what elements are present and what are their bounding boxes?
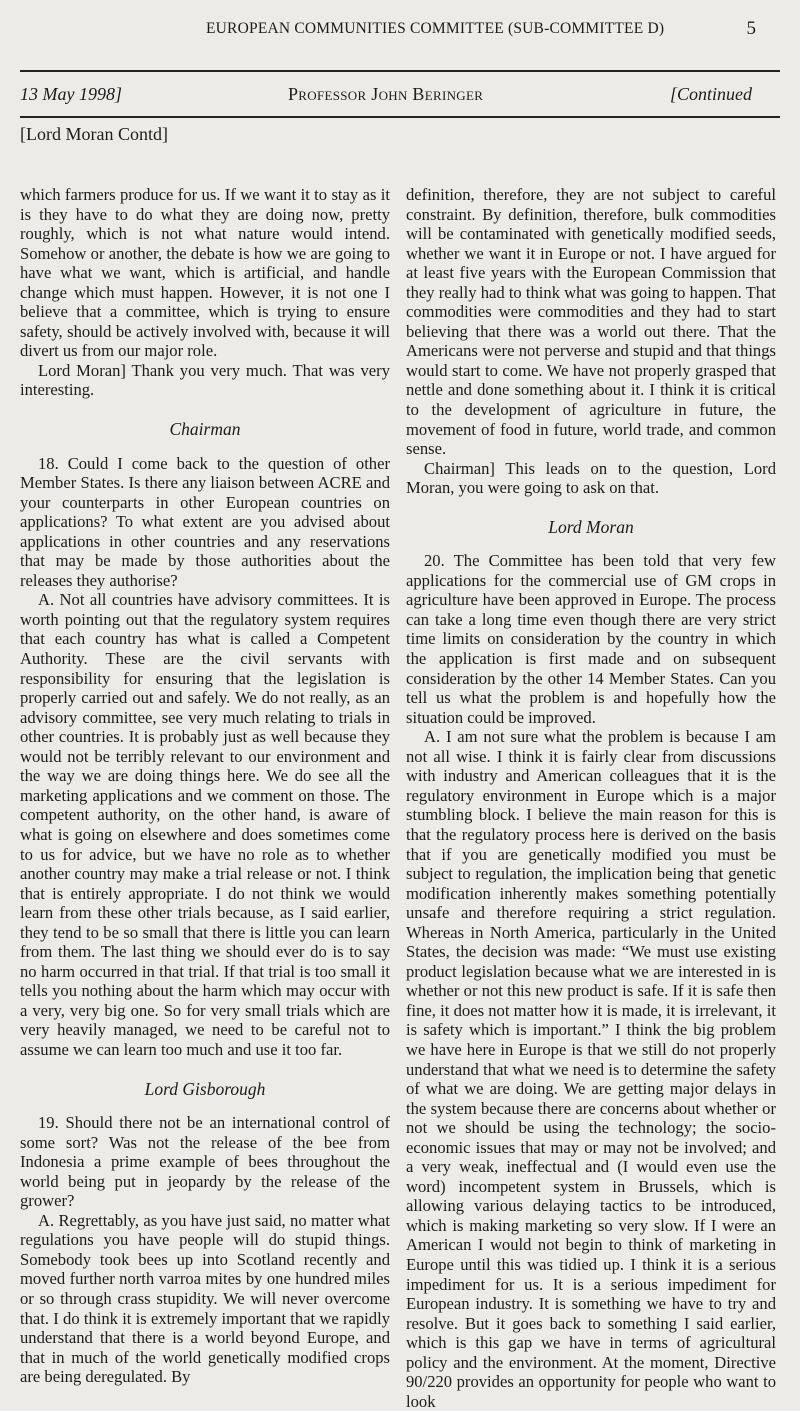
question-19: 19. Should there not be an international control of some sort? Was not the release of the bee from Indonesia a prime example of bees throughout the world being put in jeopardy by the release of the grower? [20, 1113, 390, 1211]
running-header [20, 84, 780, 108]
paragraph: definition, therefore, they are not subject to careful constraint. By definition, therefore, bulk commodities will be contaminated with genetically modified seeds, whether we want it in Europe or not. I have argued for at least five years with the European Commission that they really had to think what was going to happen. That commodities were commodities and they had to start believing that there was a world out there. That the Americans were not perverse and stupid and that things would start to come. We have not properly grasped that nettle and done something about it. I think it is critical to the development of agriculture in future, the movement of food in future, world trade, and common sense. [406, 185, 776, 459]
continued-label: [Continued [669, 84, 752, 104]
session-date: 13 May 1998] [20, 84, 122, 104]
speaker-heading: Lord Moran [548, 516, 634, 537]
answer-20: A. I am not sure what the problem is because I am not all wise. I think it is fairly clear from discussions with industry and American colleagues that it is the regulatory environment in Europe which is a major stumbling block. I believe the main reason for this is that the regulatory process here is derived on the basis that if you are genetically modified you must be subject to regulation, the implication being that genetic modification inherently makes something potentially unsafe and therefore requiring a strict regulation. Whereas in North America, particularly in the United States, the decision was made: “We must use existing product legislation because what we are interested in is whether or not this new product is safe. If it is safe then fine, it does not matter how it is made, it is irrelevant, it is safety which is important.” I think the big problem we have here in Europe is that we still do not properly understand that what we need is to determine the safety of what we are doing. We are getting major delays in the system because there are concerns about whether or not we should be using the technology; the socio-economic issues that may or may not be involved; and a very weak, ineffectual and (I would even use the word) incompetent system in Brussels, which is allowing various delaying tactics to be introduced, which is making marketing so very slow. If I were an American I would not begin to think of marketing in Europe until this was tidied up. I think it is a serious impediment for us. It is a serious impediment for European industry. It is something we have to try and resolve. But it goes back to something I said earlier, which is this gap we have in terms of agricultural policy and the environment. At the moment, Directive 90/220 provides an opportunity for people who want to look [406, 727, 776, 1411]
committee-title: EUROPEAN COMMUNITIES COMMITTEE (SUB-COMMITTEE D) [206, 20, 665, 37]
page-number: 5 [746, 18, 756, 39]
question-20: 20. The Committee has been told that very few applications for the commercial use of GM crops in agriculture have been approved in Europe. The process can take a long time even though there are very strict time limits on consideration by the country in which the application is first made and on subsequent consideration by the other 14 Member States. Can you tell us what the problem is and hopefully how the situation could be improved. [406, 551, 776, 727]
answer-19: A. Regrettably, as you have just said, no matter what regulations you have people will do stupid things. Somebody took bees up into Scotland recently and moved further north varroa mites by one hundred miles or so through crass stupidity. We will never overcome that. I do think it is extremely important that we rapidly understand that there is a world beyond Europe, and that in much of the world genetically modified crops are being deregulated. By [20, 1210, 390, 1387]
right-column [406, 185, 776, 1411]
question-18: 18. Could I come back to the question of other Member States. Is there any liaison between ACRE and your counterparts in other European countries on applications? To what extent are you advised about applications in other countries and any reservations that may be made by those authorities about the releases they authorise? [20, 453, 390, 590]
page-header [0, 12, 800, 52]
witness-name: Professor John Beringer [288, 84, 484, 104]
paragraph: Chairman] This leads on to the question, Lord Moran, you were going to ask on that. [406, 458, 776, 498]
paragraph: which farmers produce for us. If we want it to stay as it is they have to do what they are doing now, pretty roughly, which is not what nature would intend. Somehow or another, the debate is how we are going to have what we want, which is artificial, and handle change which must happen. However, it is not one I believe that a committee, which is trying to ensure safety, should be actively involved with, because it will divert us from our major role. [20, 185, 390, 361]
speaker-continued: [Lord Moran Contd] [20, 124, 168, 144]
header-rule-top [20, 70, 780, 72]
answer-18: A. Not all countries have advisory committees. It is worth pointing out that the regulatory system requires that each country has what is called a Competent Authority. These are the civil servants with responsibility for ensuring that the legislation is properly carried out and safely. We do not really, as an advisory committee, see very much relating to trials in other countries. It is probably just as well because they would not be terribly relevant to our environment and the way we are doing things here. We do see all the marketing applications and we comment on those. The competent authority, on the other hand, is aware of what is going on elsewhere and does sometimes come to us for advice, but we have no role as to whether another country may make a trial release or not. I think that is entirely appropriate. I do not think we would learn from these other trials because, as I said earlier, they tend to be so small that there is little you can learn from them. The last thing we should ever do is to say no harm occurred in that trial. If that trial is too small it tells you nothing about the harm which may occur with a very, very big one. So for very small trials which are very heavily managed, we need to be careful not to assume we can learn too much and use it too far. [20, 590, 390, 1059]
left-column [20, 185, 390, 1387]
speaker-heading: Lord Gisborough [144, 1078, 266, 1099]
header-rule-bottom [20, 116, 780, 118]
speaker-heading: Chairman [169, 419, 241, 440]
paragraph: Lord Moran] Thank you very much. That was very interesting. [20, 360, 390, 400]
